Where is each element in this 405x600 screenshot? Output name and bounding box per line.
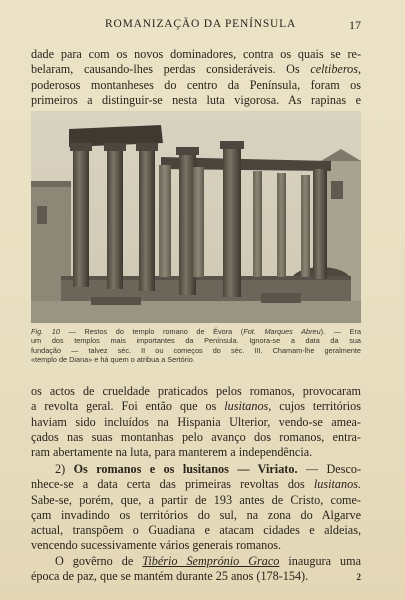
text-line: Sabe-se, porém, que, a partir de 193 antes de Cristo, come-: [31, 492, 361, 507]
text-line: haviam sido incluídos na Hispania Ulterior, vendo-se amea-: [31, 414, 361, 429]
text-line: çam invadindo os territórios do sul, na zona do Algarve: [31, 507, 361, 522]
text-line: os actos de crueldade praticados pelos romanos, provocaram: [31, 384, 361, 398]
text-line: poderosos montanheses do centro da Península, foram os: [31, 77, 361, 92]
text-line: çados nas suas montanhas pelo avanço dos romanos, entra-: [31, 429, 361, 444]
section-number: 2): [55, 462, 66, 476]
temple-photo: [31, 111, 361, 323]
paragraph-1: [31, 47, 361, 108]
italic-term: celtiberos,: [310, 62, 361, 77]
section-heading-line: 2) Os romanos e os lusitanos — Viriato. — Desco-: [55, 462, 362, 476]
text-line: dade para com os novos dominadores, contra os quais se re-: [31, 47, 361, 61]
italic-term: lusitanos,: [224, 399, 272, 414]
text-line: O govêrno de Tibério Semprónio Graco inaugura uma: [55, 553, 361, 568]
figure-label: Fig. 10: [31, 327, 60, 336]
text-line: primeiros a distinguir-se nesta luta vigorosa. As rapinas e: [31, 92, 361, 107]
italic-term: lusitanos.: [313, 477, 361, 492]
page-header: [0, 18, 405, 34]
signature-mark: 2: [356, 572, 361, 582]
figure-caption: [31, 327, 361, 364]
text-line: vencendo sucessivamente vários generais romanos.: [31, 538, 282, 553]
caption-line: «templo de Diana» e há quem o atribua a Sertório.: [31, 354, 195, 364]
running-head: ROMANIZAÇÃO DA PENÍNSULA: [105, 18, 297, 30]
page-number: 17: [349, 18, 361, 32]
text-line: época de paz, que se mantém durante 25 anos (178-154).: [31, 569, 309, 584]
caption-line: Fig. 10 — Restos do templo romano de Évora (Fot. Marques Abreu). — Era: [31, 327, 362, 336]
paragraph-3: [31, 462, 361, 584]
italic-name: Tibério Semprónio Graco: [142, 553, 280, 568]
text-line: belaram, causando-lhes perdas consideráveis. Os celtiberos,: [31, 62, 361, 77]
photo-credit: Fot. Marques Abreu: [243, 327, 321, 336]
section-heading: Os romanos e os lusitanos — Viriato.: [73, 462, 298, 476]
text-line: nhece-se a data certa das primeiras revoltas dos lusitanos.: [31, 477, 361, 492]
text-line: actual, transpõem o Guadiana e atacam cidades e aldeias,: [31, 523, 361, 538]
caption-line: fundação — talvez séc. II ou começos do séc. III. Chamam-lhe geralmente: [31, 345, 361, 355]
caption-line: um dos templos mais importantes da Península. Ignora-se a data da sua: [31, 336, 361, 346]
text-line: ram abertamente na luta, para manterem a independência.: [31, 445, 313, 460]
paragraph-2: [31, 384, 361, 460]
text-line: a revolta geral. Foi então que os lusitanos, cujos territórios: [31, 399, 361, 414]
